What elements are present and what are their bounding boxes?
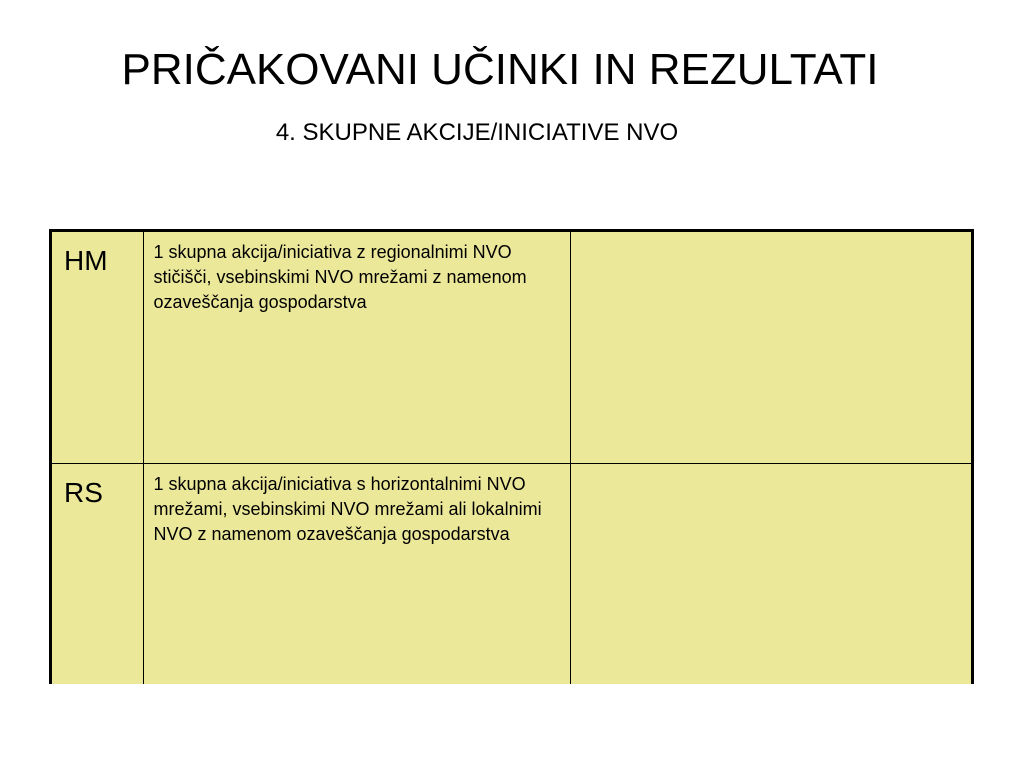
slide-title: PRIČAKOVANI UČINKI IN REZULTATI — [121, 45, 879, 94]
table-row-hm — [52, 232, 971, 463]
row-description: 1 skupna akcija/iniciativa s horizontalnimi NVO mrežami, vsebinskimi NVO mrežami ali lokalnimi NVO z namenom ozaveščanja gospodarstva — [153, 473, 542, 544]
cell-result-hm — [570, 232, 971, 463]
row-description: 1 skupna akcija/iniciativa z regionalnimi NVO stičišči, vsebinskimi NVO mrežami z namenom ozaveščanja gospodarstva — [153, 242, 527, 312]
cell-result-rs — [570, 463, 971, 684]
slide-subtitle: 4. SKUPNE AKCIJE/INICIATIVE NVO — [275, 119, 679, 146]
results-table-grid — [52, 232, 971, 684]
cell-code-rs — [52, 463, 143, 684]
cell-code-hm — [52, 232, 143, 463]
cell-description-rs — [143, 463, 570, 684]
results-table — [49, 229, 974, 684]
table-row-rs — [52, 463, 971, 684]
row-code-label: HM — [64, 245, 108, 276]
row-result — [571, 464, 972, 472]
row-result — [571, 232, 972, 240]
cell-description-hm — [143, 232, 570, 463]
row-code-label: RS — [64, 476, 103, 508]
